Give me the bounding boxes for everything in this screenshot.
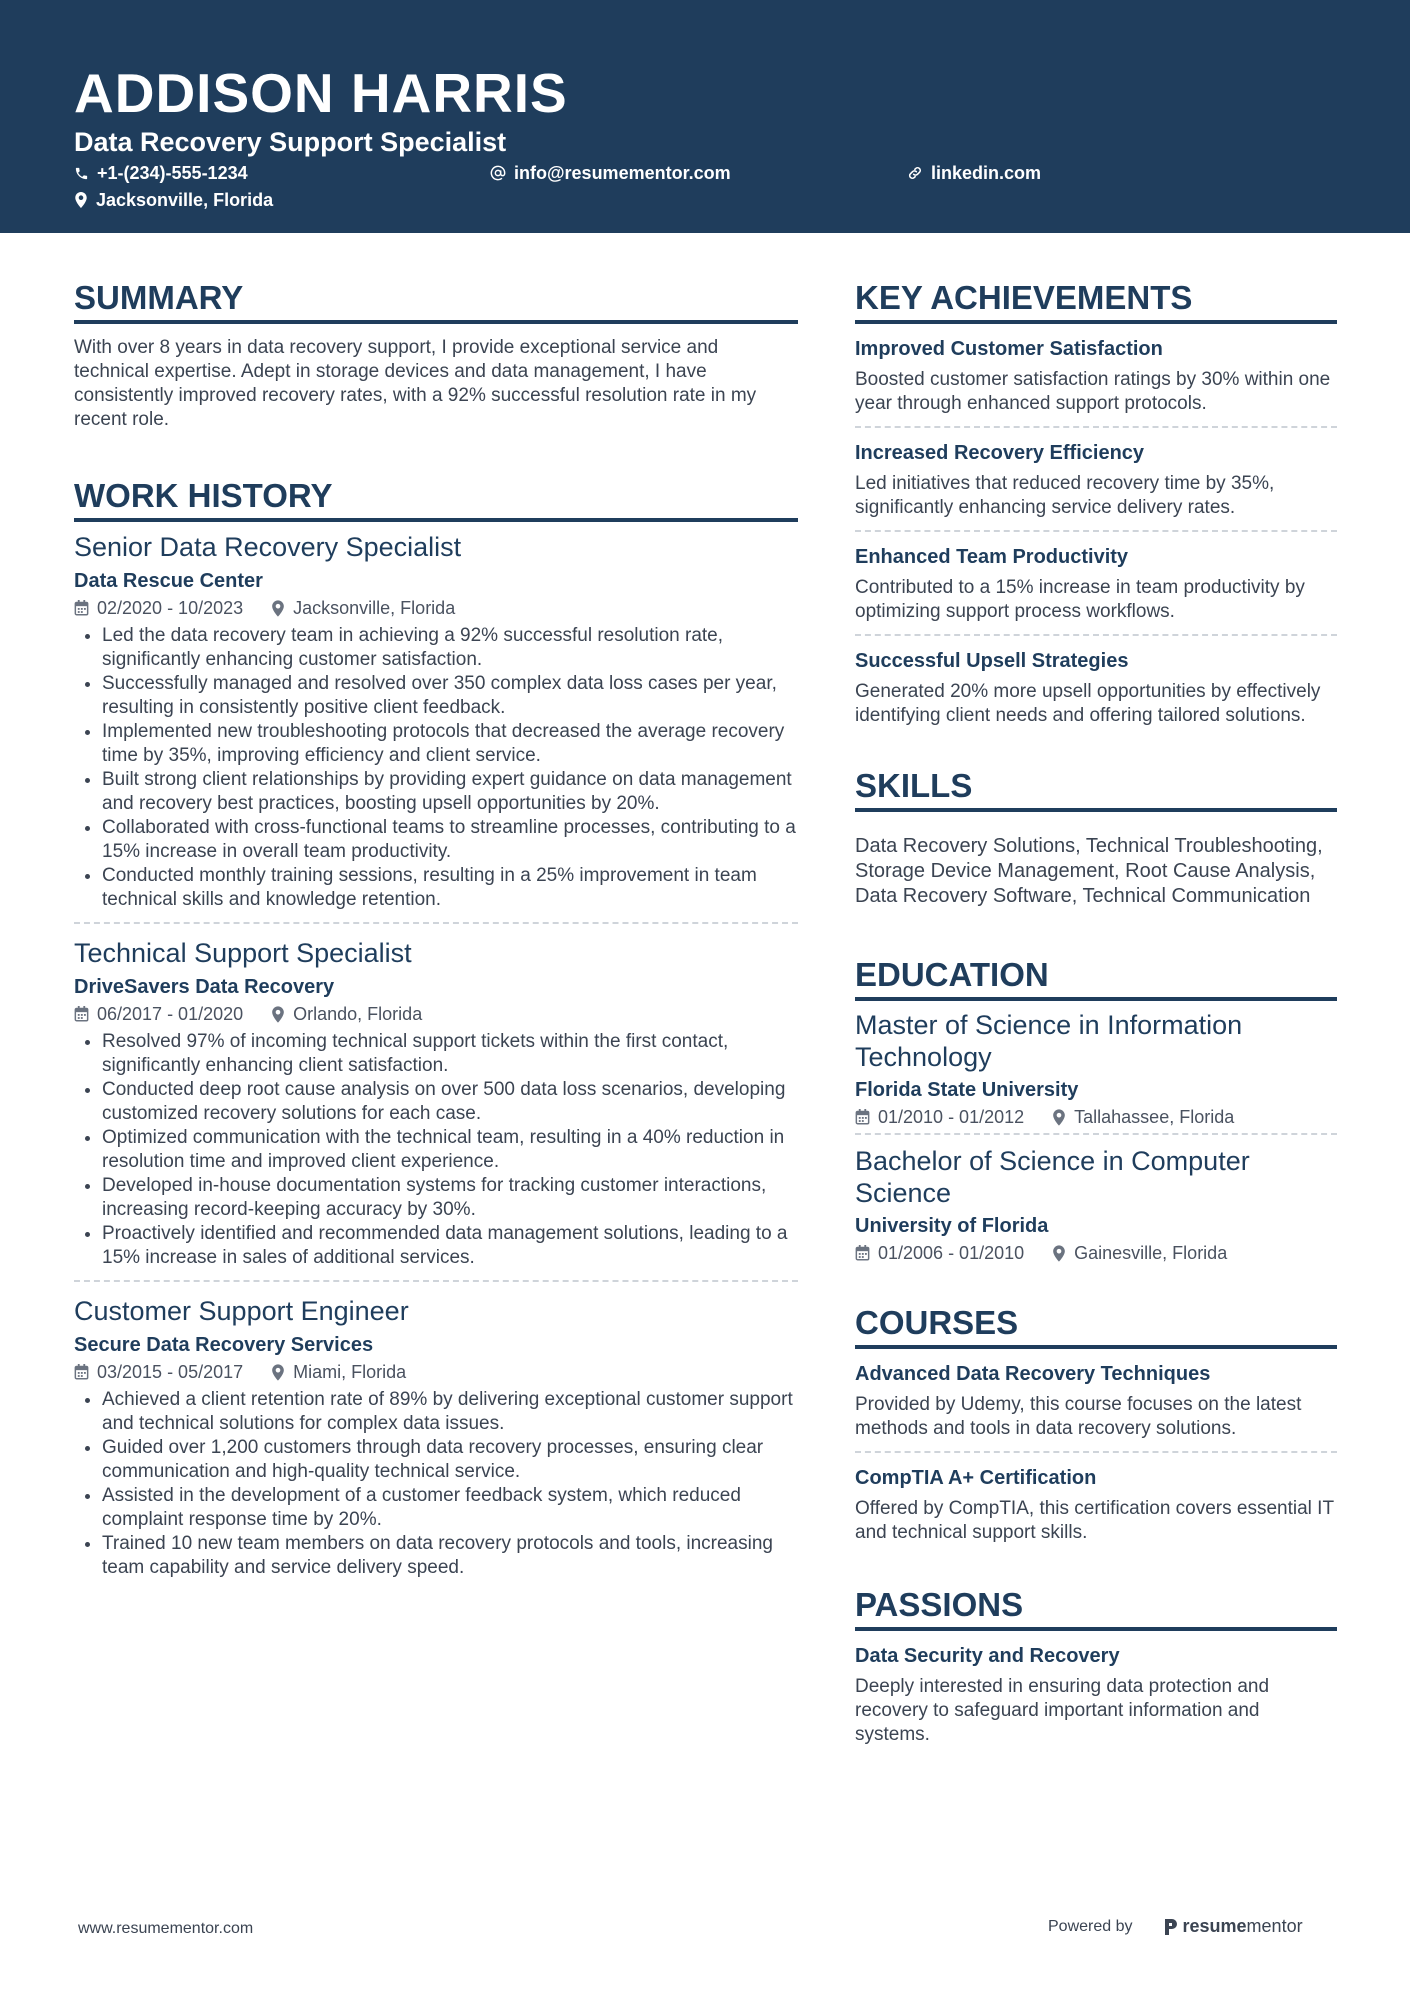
education-section [855,955,1337,1265]
job-bullet: • Trained 10 new team members on data recovery protocols and tools, increasing team capability and service delivery speed. [102,1532,798,1580]
entry-divider [855,1133,1337,1135]
entry-divider [855,426,1337,428]
resumementor-logo-icon [1163,1917,1179,1937]
achievement-item [855,440,1337,520]
footer-website[interactable]: www.resumementor.com [78,1920,254,1937]
course-item [855,1361,1337,1441]
achievement-item [855,544,1337,624]
location-text: Jacksonville, Florida [96,190,274,210]
job-entry [74,530,798,912]
right-column [855,278,1337,1747]
education-location: Tallahassee, Florida [1074,1107,1235,1127]
job-bullet: • Developed in-house documentation systems for tracking customer interactions, increasing record-keeping accuracy by 30%. [102,1174,798,1222]
achievement-text: Boosted customer satisfaction ratings by 30% within one year through enhanced support protocols. [855,369,1331,414]
course-title: CompTIA A+ Certification [855,1467,1097,1489]
passion-item [855,1643,1337,1747]
education-meta [855,1105,1337,1129]
location-pin-icon [271,1006,285,1023]
powered-by-text: Powered by [1048,1917,1133,1935]
job-meta [74,596,798,620]
job-bullet: • Conducted monthly training sessions, resulting in a 25% improvement in team technical skills and knowledge retention. [102,864,798,912]
entry-divider [74,922,798,924]
skills-text: Data Recovery Solutions, Technical Troubleshooting, Storage Device Management, Root Cause Analysis, Data Recovery Software, Technical Communication [855,835,1323,907]
degree-title: Master of Science in Information Technology [855,1010,1243,1072]
job-location: Orlando, Florida [293,1004,423,1024]
job-bullet: • Assisted in the development of a customer feedback system, which reduced complaint response time by 20%. [102,1484,798,1532]
phone-text: +1-(234)-555-1234 [97,163,248,183]
location-pin-icon [271,1364,285,1381]
location-pin-icon [74,192,88,208]
job-bullet: • Resolved 97% of incoming technical support tickets within the first contact, significantly enhancing client satisfaction. [102,1030,798,1078]
school-name: Florida State University [855,1079,1079,1101]
job-bullets [74,1030,798,1270]
achievement-title: Increased Recovery Efficiency [855,442,1145,464]
achievement-title: Improved Customer Satisfaction [855,338,1163,360]
passions-section [855,1585,1337,1747]
entry-divider [855,634,1337,636]
achievement-item [855,336,1337,416]
education-meta [855,1241,1337,1265]
entry-divider [855,1451,1337,1453]
job-entry [74,936,798,1270]
achievement-text: Generated 20% more upsell opportunities by effectively identifying client needs and offering tailored solutions. [855,681,1321,726]
calendar-icon [855,1109,870,1125]
education-dates: 01/2010 - 01/2012 [878,1107,1025,1127]
email-text[interactable]: info@resumementor.com [514,163,731,183]
company-name: DriveSavers Data Recovery [74,976,335,998]
left-column [74,278,798,1580]
job-dates: 06/2017 - 01/2020 [97,1004,244,1024]
candidate-name: ADDISON HARRIS [74,62,568,124]
course-item [855,1465,1337,1545]
job-bullet: • Achieved a client retention rate of 89% by delivering exceptional customer support and technical solutions for complex data issues. [102,1388,798,1436]
course-text: Offered by CompTIA, this certification covers essential IT and technical support skills. [855,1498,1334,1543]
passion-text: Deeply interested in ensuring data protection and recovery to safeguard important information and systems. [855,1676,1270,1745]
company-name: Secure Data Recovery Services [74,1334,374,1356]
achievement-title: Enhanced Team Productivity [855,546,1129,568]
contact-linkedin[interactable] [907,162,1041,184]
job-bullet: • Guided over 1,200 customers through data recovery processes, ensuring clear communication and high-quality technical service. [102,1436,798,1484]
calendar-icon [74,600,89,616]
resume-header [0,0,1410,233]
achievements-heading: KEY ACHIEVEMENTS [855,278,1337,324]
job-entry [74,1294,798,1580]
education-item [855,1145,1337,1265]
job-meta [74,1002,798,1026]
candidate-title: Data Recovery Support Specialist [74,127,507,157]
job-title: Technical Support Specialist [74,938,412,968]
job-bullet: • Conducted deep root cause analysis on over 500 data loss scenarios, developing customized recovery solutions for each case. [102,1078,798,1126]
at-icon [490,165,506,181]
brand-logo[interactable] [1163,1916,1303,1937]
job-bullets [74,1388,798,1580]
summary-text: With over 8 years in data recovery support, I provide exceptional service and technical expertise. Adept in storage devices and data management, I have consistently improved recovery rates, with a 92% successful resolution rate in my recent role. [74,337,757,430]
courses-section [855,1303,1337,1545]
company-name: Data Rescue Center [74,570,263,592]
passion-title: Data Security and Recovery [855,1645,1120,1667]
job-bullets [74,624,798,912]
skills-section [855,766,1337,909]
brand-bold: resume [1182,1916,1247,1936]
skills-heading: SKILLS [855,766,1337,812]
course-text: Provided by Udemy, this course focuses on the latest methods and tools in data recovery solutions. [855,1394,1302,1439]
calendar-icon [74,1006,89,1022]
job-bullet: • Built strong client relationships by providing expert guidance on data management and recovery best practices, boosting upsell opportunities by 20%. [102,768,798,816]
phone-icon [74,166,89,181]
job-bullet: • Led the data recovery team in achieving a 92% successful resolution rate, significantly enhancing customer satisfaction. [102,624,798,672]
job-title: Senior Data Recovery Specialist [74,532,462,562]
work-history-section [74,476,798,1580]
achievement-title: Successful Upsell Strategies [855,650,1129,672]
job-bullet: • Implemented new troubleshooting protocols that decreased the average recovery time by 35%, improving efficiency and client service. [102,720,798,768]
calendar-icon [74,1364,89,1380]
degree-title: Bachelor of Science in Computer Science [855,1146,1250,1208]
job-dates: 02/2020 - 10/2023 [97,598,244,618]
job-title: Customer Support Engineer [74,1296,409,1326]
education-heading: EDUCATION [855,955,1337,1001]
job-meta [74,1360,798,1384]
contact-location [74,189,273,211]
job-bullet: • Successfully managed and resolved over 350 complex data loss cases per year, resulting in consistently positive client feedback. [102,672,798,720]
job-location: Miami, Florida [293,1362,407,1382]
summary-section [74,278,798,432]
summary-heading: SUMMARY [74,278,798,324]
calendar-icon [855,1245,870,1261]
courses-heading: COURSES [855,1303,1337,1349]
work-history-heading: WORK HISTORY [74,476,798,522]
job-bullet: • Collaborated with cross-functional teams to streamline processes, contributing to a 15% increase in overall team productivity. [102,816,798,864]
passions-heading: PASSIONS [855,1585,1337,1631]
achievement-text: Contributed to a 15% increase in team productivity by optimizing support process workflows. [855,577,1305,622]
linkedin-text[interactable]: linkedin.com [931,163,1042,183]
location-pin-icon [271,600,285,617]
contact-phone [74,162,248,184]
footer-powered [1048,1916,1303,1937]
achievement-text: Led initiatives that reduced recovery time by 35%, significantly enhancing service delivery rates. [855,473,1275,518]
link-icon [907,165,923,181]
school-name: University of Florida [855,1215,1049,1237]
education-item [855,1009,1337,1129]
achievement-item [855,648,1337,728]
brand-light: mentor [1246,1916,1303,1936]
job-location: Jacksonville, Florida [293,598,456,618]
job-bullet: • Proactively identified and recommended data management solutions, leading to a 15% increase in sales of additional services. [102,1222,798,1270]
location-pin-icon [1052,1109,1066,1126]
achievements-section [855,278,1337,728]
course-title: Advanced Data Recovery Techniques [855,1363,1211,1385]
education-location: Gainesville, Florida [1074,1243,1228,1263]
entry-divider [855,530,1337,532]
education-dates: 01/2006 - 01/2010 [878,1243,1025,1263]
contact-email[interactable] [490,162,731,184]
job-bullet: • Optimized communication with the technical team, resulting in a 40% reduction in resolution time and improved client experience. [102,1126,798,1174]
location-pin-icon [1052,1245,1066,1262]
entry-divider [74,1280,798,1282]
job-dates: 03/2015 - 05/2017 [97,1362,244,1382]
